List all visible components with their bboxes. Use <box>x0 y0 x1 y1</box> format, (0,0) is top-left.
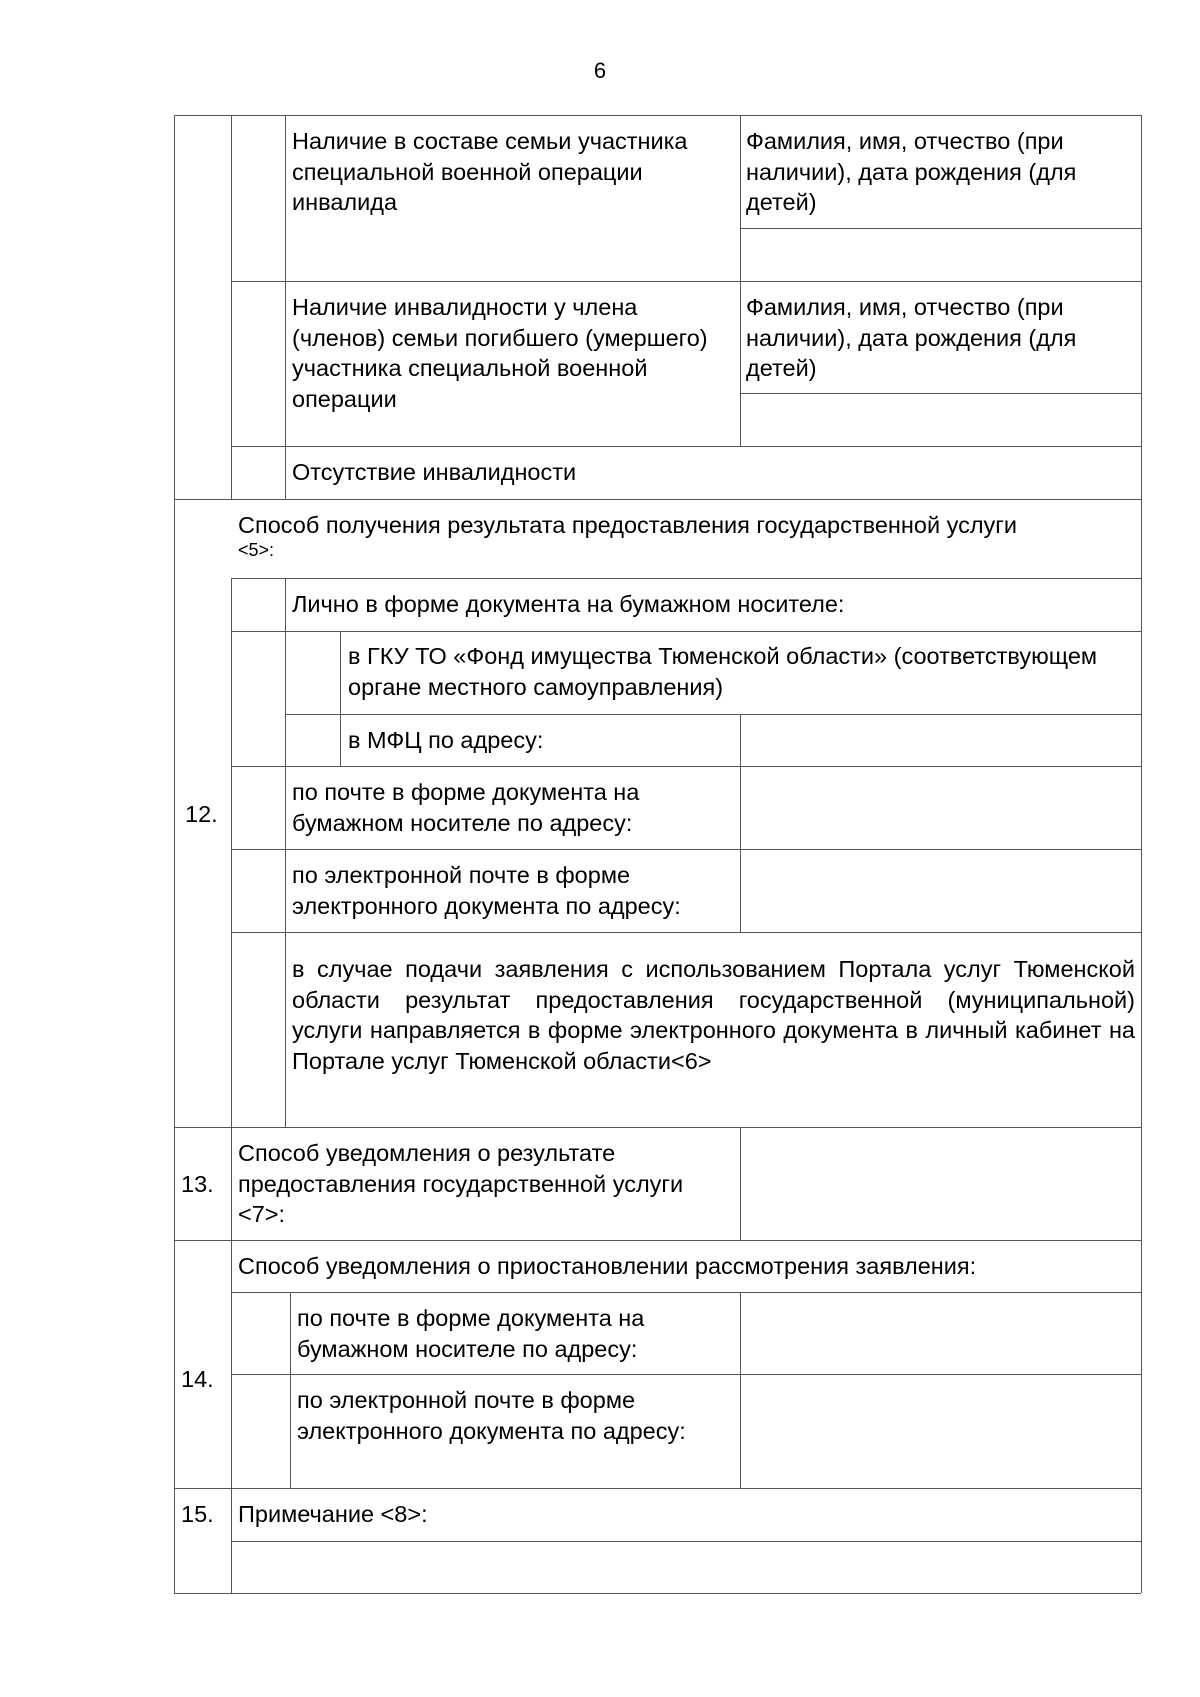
grid-line <box>740 228 1141 229</box>
portal-option[interactable]: в случае подачи заявления с использованием Портала услуг Тюменской области результат предоставления государственной (муниципальной) услуги направляется в форме электронного документа в личный кабинет на Портале услуг Тюменской области<6> <box>292 956 1135 1074</box>
grid-line <box>174 115 175 1593</box>
notification-result-field[interactable] <box>742 1129 1140 1239</box>
post-option[interactable]: по почте в форме документа на бумажном носителе по адресу: <box>292 779 640 836</box>
disabled-sso-member-detail-field[interactable] <box>742 230 1140 280</box>
grid-line <box>231 446 1141 447</box>
grid-line <box>174 1127 1141 1128</box>
grid-line <box>231 1374 1141 1375</box>
row-number-15: 15. <box>181 1501 214 1527</box>
grid-line <box>1141 115 1142 1593</box>
in-person-label: Лично в форме документа на бумажном носителе: <box>292 591 845 617</box>
grid-line <box>231 1541 1141 1542</box>
mfc-option[interactable]: в МФЦ по адресу: <box>348 727 544 753</box>
row-number-13: 13. <box>181 1171 214 1197</box>
grid-line <box>231 766 1141 767</box>
grid-line <box>174 115 1141 116</box>
page-number: 6 <box>593 58 607 83</box>
grid-line <box>740 393 1141 394</box>
grid-line <box>290 1292 291 1488</box>
grid-line <box>231 932 1141 933</box>
note-label: Примечание <8>: <box>238 1501 428 1527</box>
grid-line <box>340 631 341 766</box>
notification-result-label: Способ уведомления о результате предоставления государственной услуги <7>: <box>238 1140 684 1227</box>
result-method-heading: Способ получения результата предоставления государственной услуги <box>238 512 1017 538</box>
disabled-sso-member-label: Наличие в составе семьи участника специальной военной операции инвалида <box>292 128 688 215</box>
grid-line <box>740 115 741 446</box>
email-option[interactable]: по электронной почте в форме электронного документа по адресу: <box>292 862 681 919</box>
grid-line <box>285 578 286 1127</box>
grid-line <box>740 1292 741 1488</box>
grid-line <box>174 499 1141 500</box>
note-field[interactable] <box>233 1543 1140 1592</box>
result-method-note: <5>: <box>238 540 275 560</box>
grid-line <box>740 1127 741 1240</box>
post-address-field[interactable] <box>742 768 1140 848</box>
disabled-sso-member-detail: Фамилия, имя, отчество (при наличии), дата рождения (для детей) <box>746 128 1077 215</box>
suspension-email-field[interactable] <box>742 1376 1140 1487</box>
grid-line <box>231 631 1141 632</box>
disabled-family-member-detail-field[interactable] <box>742 395 1140 445</box>
grid-line <box>740 714 741 932</box>
grid-line <box>231 281 1141 282</box>
grid-line <box>231 578 232 1127</box>
fund-office-option[interactable]: в ГКУ ТО «Фонд имущества Тюменской области» (соответствующем органе местного самоуправления) <box>348 643 1098 700</box>
grid-line <box>174 1593 1141 1594</box>
grid-line <box>174 1488 1141 1489</box>
disabled-family-member-label: Наличие инвалидности у члена (членов) семьи погибшего (умершего) участника специальной военной операции <box>292 294 708 412</box>
grid-line <box>231 115 232 499</box>
grid-line <box>174 1240 1141 1241</box>
grid-line <box>231 849 1141 850</box>
grid-line <box>231 578 1141 579</box>
suspension-email-option[interactable]: по электронной почте в форме электронного документа по адресу: <box>297 1387 686 1444</box>
grid-line <box>231 1292 1141 1293</box>
grid-line <box>231 1240 232 1593</box>
grid-line <box>285 714 1141 715</box>
suspension-post-field[interactable] <box>742 1294 1140 1373</box>
suspension-notice-heading: Способ уведомления о приостановлении рассмотрения заявления: <box>238 1253 977 1279</box>
no-disability-label: Отсутствие инвалидности <box>292 459 577 485</box>
email-address-field[interactable] <box>742 851 1140 931</box>
suspension-post-option[interactable]: по почте в форме документа на бумажном носителе по адресу: <box>297 1305 645 1362</box>
grid-line <box>285 115 286 499</box>
row-number-12: 12. <box>185 801 218 827</box>
mfc-address-field[interactable] <box>742 716 1140 765</box>
disabled-family-member-detail: Фамилия, имя, отчество (при наличии), дата рождения (для детей) <box>746 294 1077 381</box>
grid-line <box>231 1127 232 1240</box>
row-number-14: 14. <box>181 1366 214 1392</box>
